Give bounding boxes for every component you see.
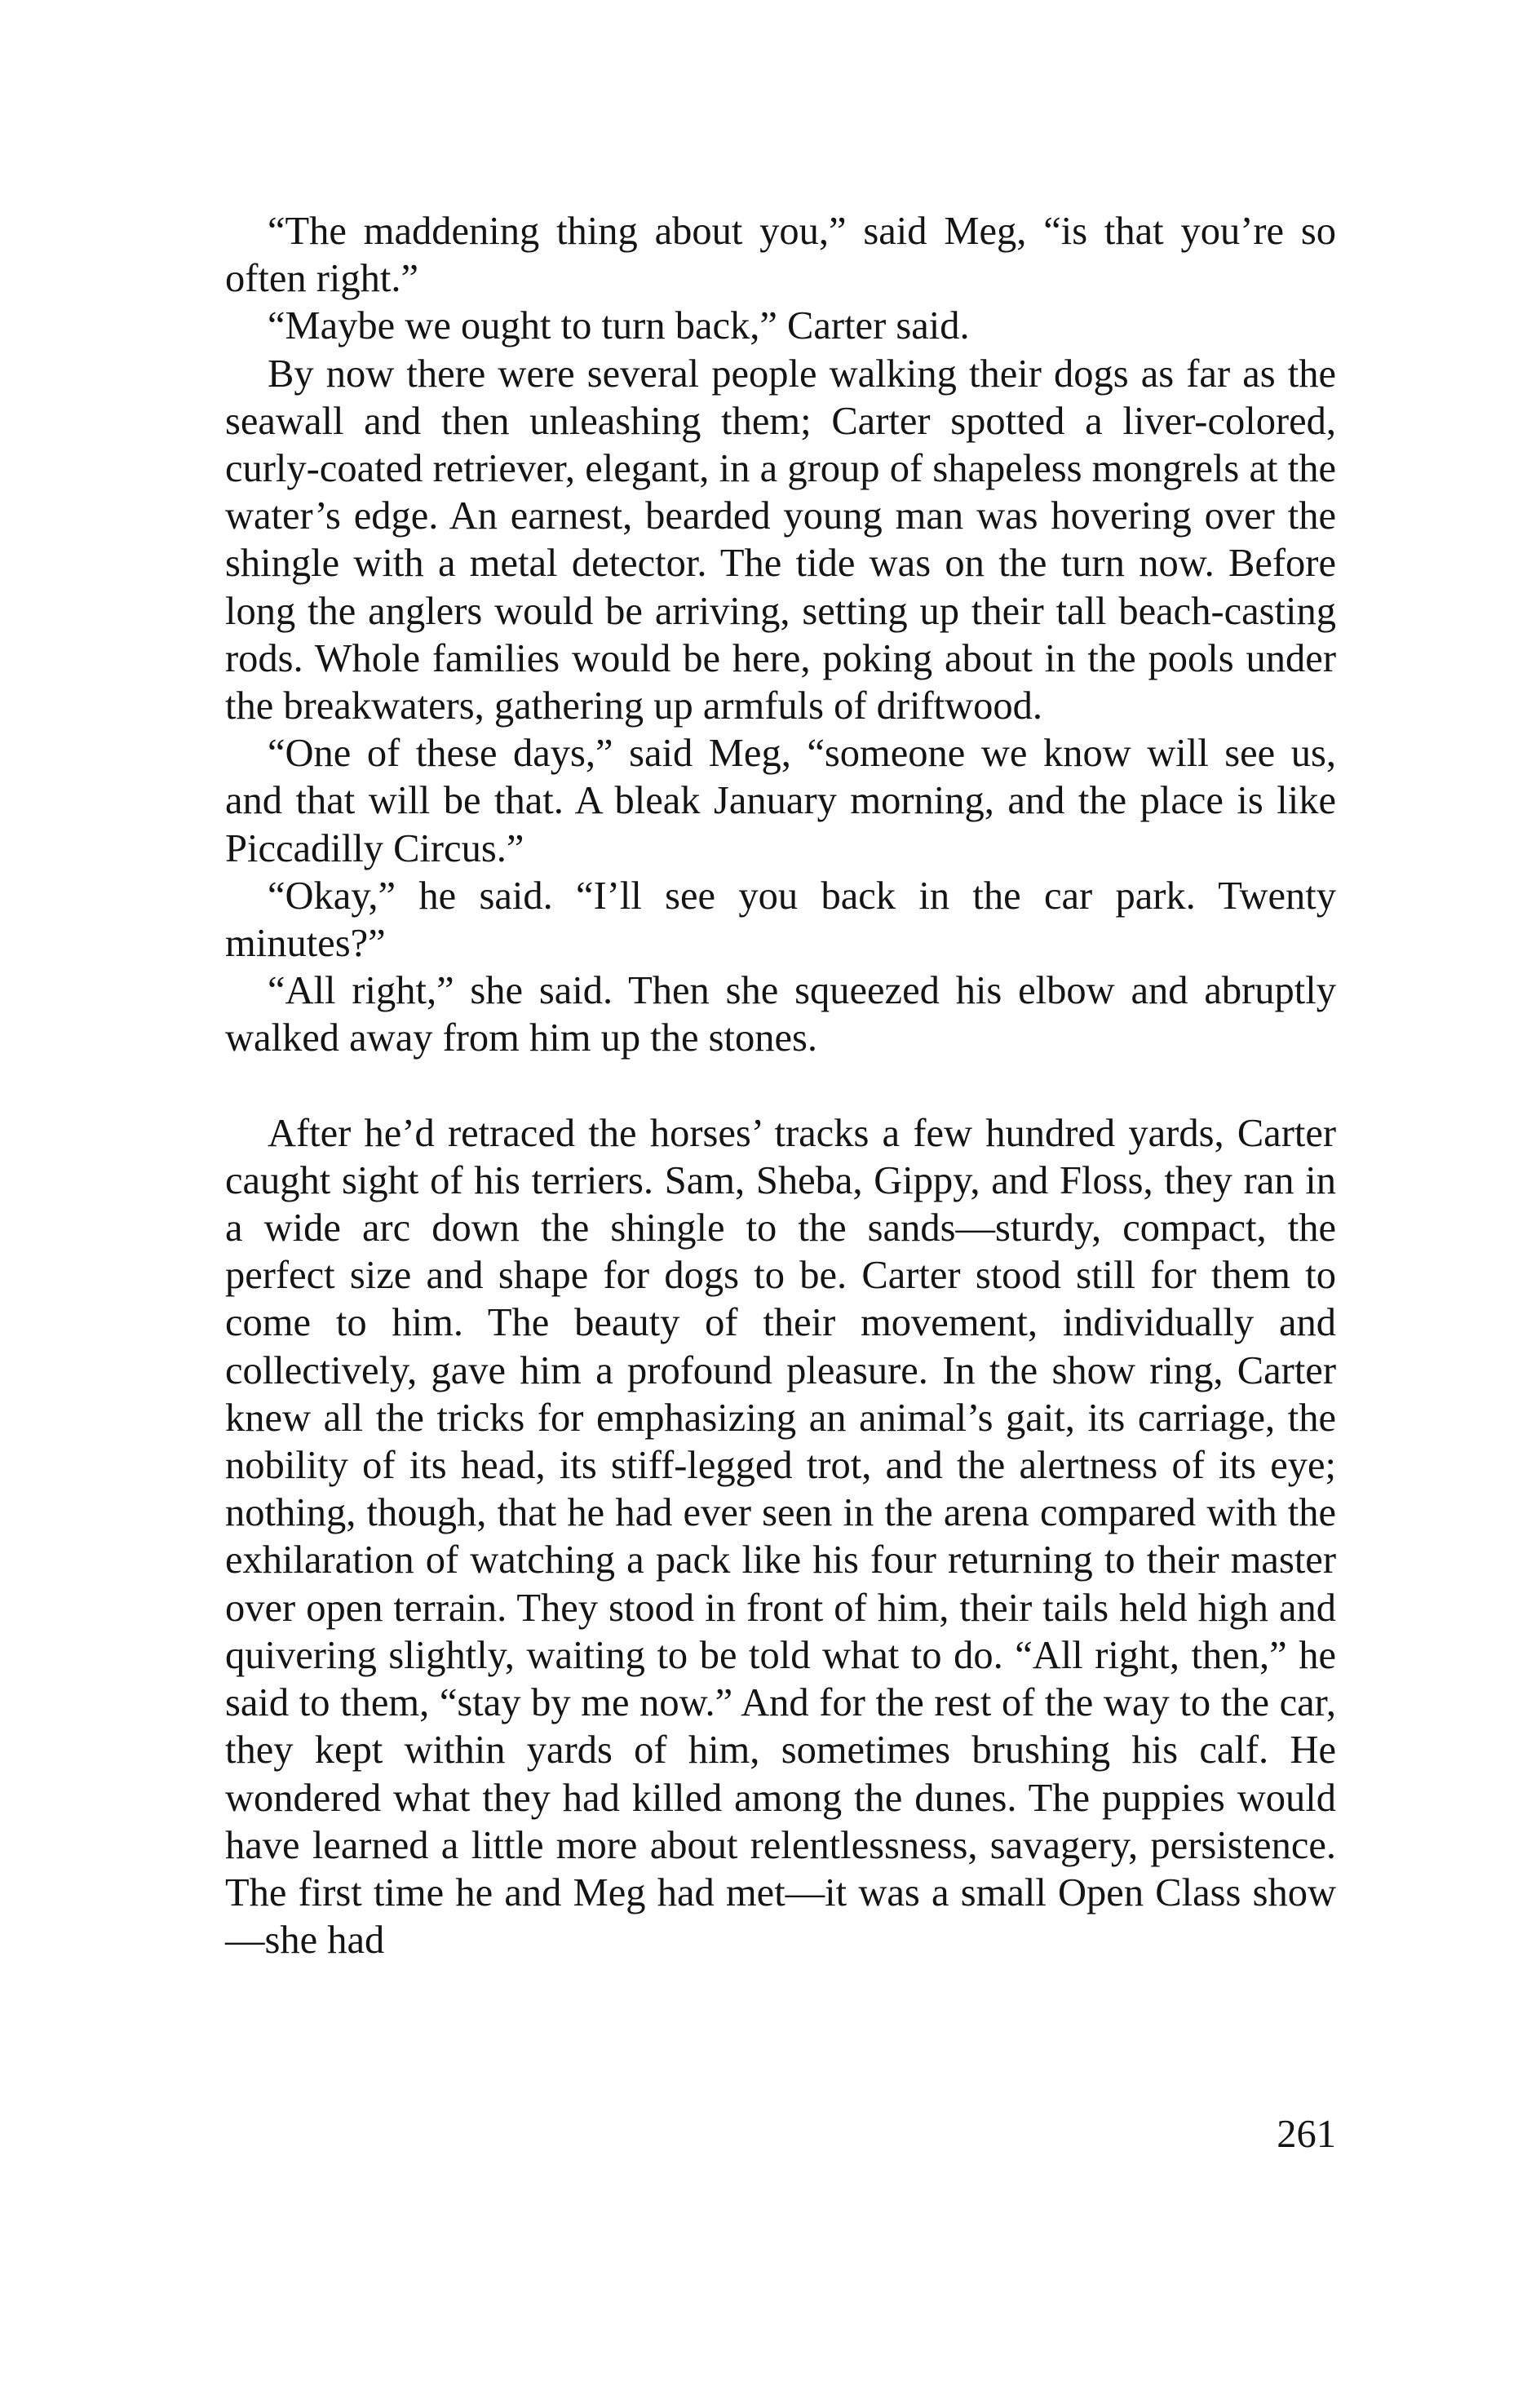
page-number: 261 — [1277, 2113, 1336, 2156]
paragraph-3: By now there were several people walking their dogs as far as the seawall and then unleashing them; Carter spotted a liver-colored, curly-coated retriever, elegant, in a group of shapeless mongrels at the water’s edge. An earnest, bearded young man was hovering over the shingle with a metal detector. The tide was on the turn now. Before long the anglers would be arriving, setting up their tall beach-casting rods. Whole families would be here, poking about in the pools under the breakwaters, gathering up armfuls of driftwood. — [225, 352, 1336, 728]
paragraph-4: “One of these days,” said Meg, “someone we know will see us, and that will be that. A bleak January morning, and the place is like Piccadilly Circus.” — [225, 732, 1336, 870]
paragraph-7: After he’d retraced the horses’ tracks a few hundred yards, Carter caught sight of his terriers. Sam, Sheba, Gippy, and Floss, they ran in a wide arc down the shingle to the sands—sturdy, compact, the perfect size and shape for dogs to be. Carter stood still for them to come to him. The beauty of their movement, individually and collectively, gave him a profound pleasure. In the show ring, Carter knew all the tricks for emphasizing an animal’s gait, its carriage, the nobility of its head, its stiff-legged trot, and the alertness of its eye; nothing, though, that he had ever seen in the arena compared with the exhilaration of watching a pack like his four returning to their master over open terrain. They stood in front of him, their tails held high and quivering slightly, waiting to be told what to do. “All right, then,” he said to them, “stay by me now.” And for the rest of the way to the car, they kept within yards of him, sometimes brushing his calf. He wondered what they had killed among the dunes. The puppies would have learned a little more about relentlessness, savagery, persistence. The first time he and Meg had met—it was a small Open Class show—she had — [225, 1111, 1336, 1963]
body-text — [225, 208, 1336, 1964]
paragraph-2: “Maybe we ought to turn back,” Carter said. — [268, 304, 970, 348]
paragraph-6: “All right,” she said. Then she squeezed his elbow and abruptly walked away from him up the stones. — [225, 969, 1336, 1060]
section-break — [225, 1063, 1336, 1110]
paragraph-5: “Okay,” he said. “I’ll see you back in the car park. Twenty minutes?” — [225, 874, 1336, 966]
paragraph-1: “The maddening thing about you,” said Meg, “is that you’re so often right.” — [225, 210, 1336, 301]
